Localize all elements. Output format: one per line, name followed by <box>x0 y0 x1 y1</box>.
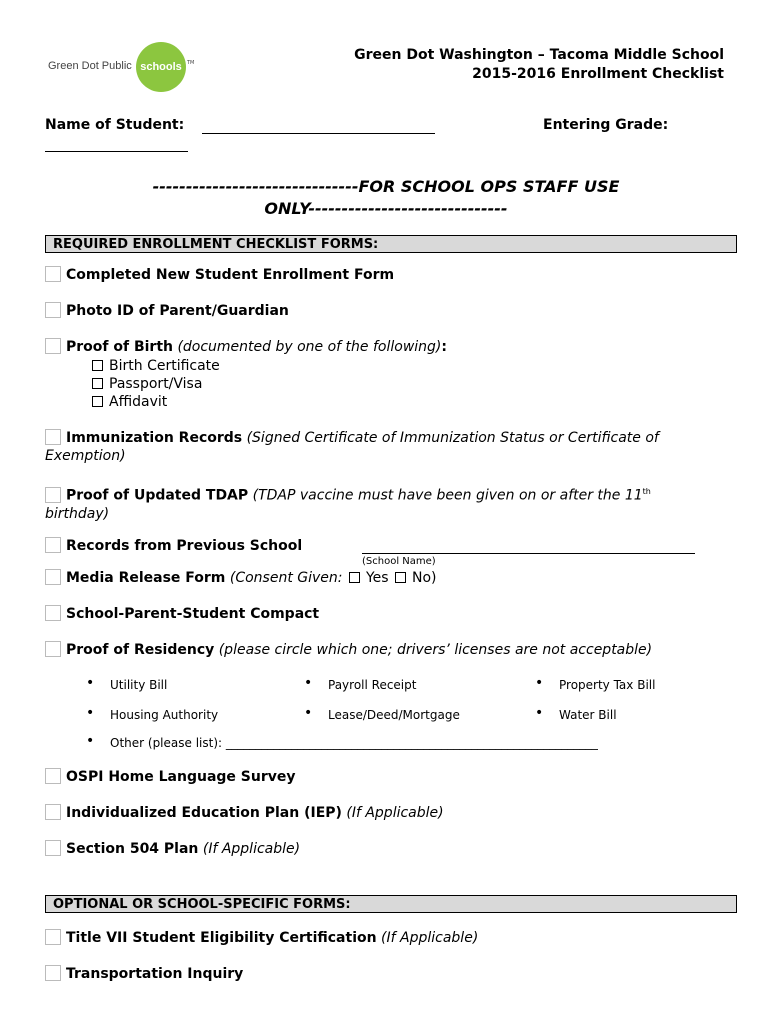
item-label: Photo ID of Parent/Guardian <box>66 303 289 319</box>
item-label: Records from Previous School <box>66 538 303 554</box>
item-note: (If Applicable) <box>381 930 479 946</box>
option-label: Birth Certificate <box>109 358 220 374</box>
bullet-icon: • <box>535 705 544 721</box>
item-label: Section 504 Plan <box>66 841 199 857</box>
logo-badge: schools <box>136 42 186 92</box>
checkbox[interactable] <box>45 537 61 553</box>
checkbox[interactable] <box>45 266 61 282</box>
checklist-item-previous-school <box>45 537 302 555</box>
staff-use-banner <box>46 176 726 220</box>
required-section-header: REQUIRED ENROLLMENT CHECKLIST FORMS: <box>45 235 737 253</box>
checkbox[interactable] <box>45 929 61 945</box>
checkbox[interactable] <box>92 396 103 407</box>
item-label: Individualized Education Plan (IEP) <box>66 805 342 821</box>
item-note: (If Applicable) <box>202 841 301 857</box>
item-note-cont: Exemption) <box>45 448 126 464</box>
checklist-item-title-vii <box>45 929 478 947</box>
checklist-item-photo-id <box>45 302 289 320</box>
option-label: Water Bill <box>559 708 617 722</box>
option-label: Property Tax Bill <box>559 678 656 692</box>
item-label: Title VII Student Eligibility Certification <box>66 930 377 946</box>
option-label: Other (please list): ______________________________________________________________ <box>110 736 598 750</box>
checkbox[interactable] <box>45 641 61 657</box>
consent-no-checkbox[interactable] <box>395 572 406 583</box>
item-label: OSPI Home Language Survey <box>66 769 296 785</box>
item-note: (please circle which one; drivers’ licenses are not acceptable) <box>218 642 653 658</box>
header-title: 2015-2016 Enrollment Checklist <box>472 66 724 82</box>
item-superscript: th <box>642 487 651 496</box>
option-label: Lease/Deed/Mortgage <box>328 708 460 722</box>
checklist-item-residency <box>45 641 652 659</box>
checklist-item-iep <box>45 804 444 822</box>
staff-use-line1: -------------------------------FOR SCHOOL OPS STAFF USE <box>152 177 620 196</box>
checklist-item-enrollment-form <box>45 266 394 284</box>
staff-use-line2: ONLY------------------------------ <box>264 199 508 218</box>
checkbox[interactable] <box>92 360 103 371</box>
logo-text: Green Dot Public <box>48 60 132 72</box>
item-label: Completed New Student Enrollment Form <box>66 267 395 283</box>
checkbox[interactable] <box>45 569 61 585</box>
item-note: (TDAP vaccine must have been given on or after the 11 <box>252 487 643 504</box>
checkbox[interactable] <box>45 840 61 856</box>
checklist-item-compact <box>45 605 319 623</box>
birth-option <box>92 393 167 411</box>
checkbox[interactable] <box>45 429 61 445</box>
bullet-icon: • <box>304 705 313 721</box>
logo-trademark: TM <box>187 60 195 66</box>
item-label: Media Release Form <box>66 570 226 586</box>
option-label: Passport/Visa <box>109 376 203 392</box>
student-name-line[interactable] <box>202 133 435 134</box>
checkbox[interactable] <box>45 768 61 784</box>
item-label: Proof of Residency <box>66 642 215 658</box>
item-note: (Consent Given: <box>229 570 343 586</box>
checkbox[interactable] <box>45 338 61 354</box>
item-note: (Signed Certificate of Immunization Status or Certificate of <box>246 430 659 446</box>
consent-yes-checkbox[interactable] <box>349 572 360 583</box>
checkbox[interactable] <box>92 378 103 389</box>
student-name-label: Name of Student: <box>45 117 185 133</box>
checklist-item-transportation <box>45 965 243 983</box>
checklist-item-immunization <box>45 429 735 465</box>
school-name-caption: (School Name) <box>362 556 436 567</box>
checkbox[interactable] <box>45 302 61 318</box>
checklist-item-ospi <box>45 768 295 786</box>
checklist-item-proof-of-birth <box>45 338 447 356</box>
item-label: Immunization Records <box>66 430 243 446</box>
bullet-icon: • <box>304 675 313 691</box>
consent-yes-label: Yes <box>365 570 389 586</box>
item-label: Proof of Birth <box>66 339 173 355</box>
option-label: Housing Authority <box>110 708 219 722</box>
birth-option <box>92 375 202 393</box>
option-label: Payroll Receipt <box>328 678 417 692</box>
checkbox[interactable] <box>45 965 61 981</box>
checkbox[interactable] <box>45 804 61 820</box>
item-label: School-Parent-Student Compact <box>66 606 320 622</box>
birth-option <box>92 357 220 375</box>
option-label: Utility Bill <box>110 678 168 692</box>
item-label: Proof of Updated TDAP <box>66 487 249 504</box>
entering-grade-label: Entering Grade: <box>543 117 669 133</box>
bullet-icon: • <box>86 675 95 691</box>
bullet-icon: • <box>86 705 95 721</box>
item-note: (documented by one of the following) <box>177 339 442 355</box>
item-note-cont: birthday) <box>45 505 110 522</box>
item-label: Transportation Inquiry <box>66 966 244 982</box>
item-colon: : <box>441 339 447 355</box>
item-note: (If Applicable) <box>346 805 444 821</box>
checklist-item-tdap <box>45 483 735 523</box>
consent-no-label: No) <box>412 570 437 586</box>
optional-section-header: OPTIONAL OR SCHOOL-SPECIFIC FORMS: <box>45 895 737 913</box>
checklist-item-media-release <box>45 569 437 587</box>
header-school: Green Dot Washington – Tacoma Middle School <box>354 47 724 63</box>
document-header <box>354 46 724 84</box>
bullet-icon: • <box>535 675 544 691</box>
bullet-icon: • <box>86 733 95 749</box>
checklist-item-504 <box>45 840 300 858</box>
checkbox[interactable] <box>45 487 61 503</box>
school-name-line[interactable] <box>362 553 695 554</box>
checkbox[interactable] <box>45 605 61 621</box>
option-label: Affidavit <box>109 394 168 410</box>
entering-grade-line[interactable] <box>45 151 188 152</box>
